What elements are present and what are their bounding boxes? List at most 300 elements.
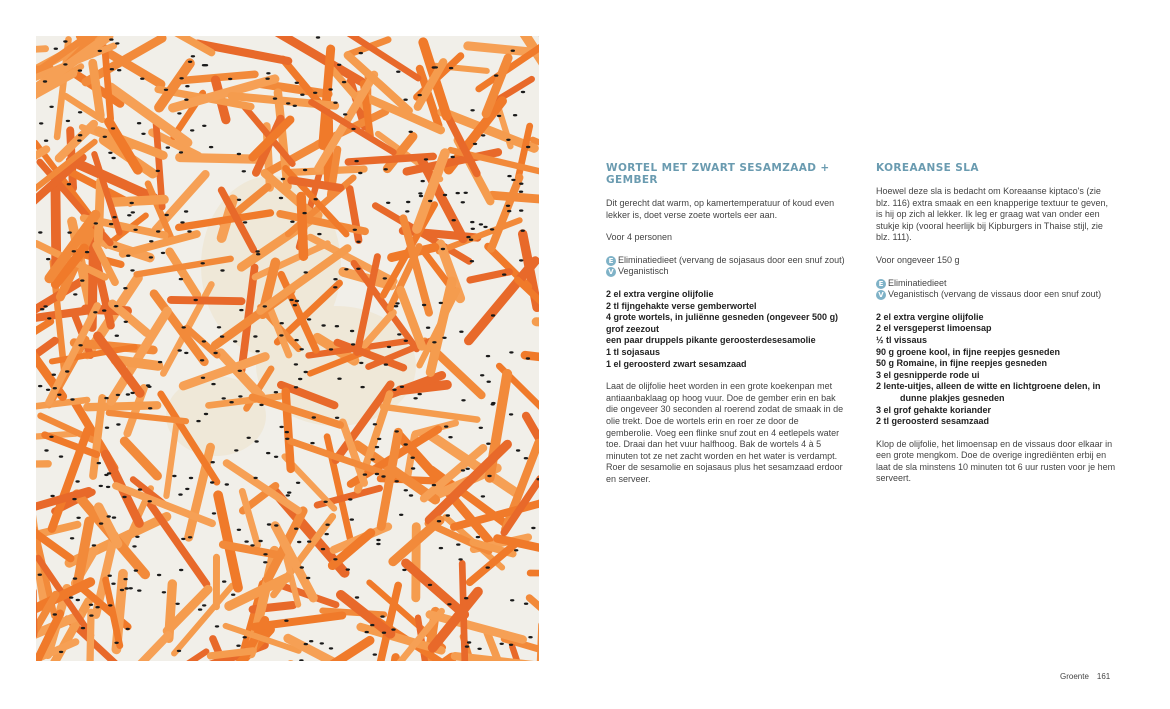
sesame-seed — [411, 457, 415, 459]
sesame-seed — [117, 69, 121, 71]
sesame-seed — [313, 92, 317, 94]
ingredient-item: 3 el gesnipperde rode ui — [876, 369, 980, 380]
sesame-seed — [98, 50, 102, 52]
sesame-seed — [130, 269, 134, 271]
sesame-seed — [255, 350, 259, 352]
ingredient-item: 1 el geroosterd zwart sesamzaad — [606, 358, 747, 369]
sesame-seed — [514, 549, 518, 551]
sesame-seed — [375, 473, 379, 475]
sesame-seed — [464, 192, 468, 194]
sesame-seed — [487, 475, 491, 477]
sesame-seed — [524, 457, 528, 459]
sesame-seed — [198, 608, 202, 610]
sesame-seed — [72, 498, 76, 500]
sesame-seed — [480, 374, 484, 376]
sesame-seed — [178, 349, 182, 351]
sesame-seed — [274, 391, 278, 393]
sesame-seed — [149, 240, 153, 242]
sesame-seed — [354, 160, 358, 162]
sesame-seed — [75, 480, 79, 482]
sesame-seed — [470, 221, 474, 223]
sesame-seed — [404, 443, 408, 445]
sesame-seed — [526, 357, 530, 359]
sesame-seed — [360, 386, 364, 388]
sesame-seed — [486, 443, 490, 445]
carrot-salad-photo-art — [36, 36, 539, 661]
sesame-seed — [337, 378, 341, 380]
sesame-seed — [333, 278, 337, 280]
sesame-seed — [528, 636, 532, 638]
sesame-seed — [395, 302, 399, 304]
sesame-seed — [442, 337, 446, 339]
sesame-seed — [394, 305, 398, 307]
sesame-seed — [106, 486, 110, 488]
sesame-seed — [323, 501, 327, 503]
sesame-seed — [164, 89, 168, 91]
sesame-seed — [54, 48, 58, 50]
sesame-seed — [147, 386, 151, 388]
sesame-seed — [380, 615, 384, 617]
vegan-diet-icon: V — [876, 290, 886, 300]
sesame-seed — [487, 381, 491, 383]
sesame-seed — [99, 485, 103, 487]
sesame-seed — [133, 229, 137, 231]
sesame-seed — [402, 569, 406, 571]
sesame-seed — [237, 199, 241, 201]
sesame-seed — [263, 305, 267, 307]
sesame-seed — [93, 311, 97, 313]
sesame-seed — [350, 518, 354, 520]
sesame-seed — [116, 394, 120, 396]
sesame-seed — [300, 566, 304, 568]
sesame-seed — [422, 304, 426, 306]
sesame-seed — [350, 330, 354, 332]
sesame-seed — [263, 553, 267, 555]
sesame-seed — [258, 540, 262, 542]
sesame-seed — [49, 436, 53, 438]
sesame-seed — [510, 599, 514, 601]
sesame-seed — [254, 440, 258, 442]
recipe-method: Laat de olijfolie heet worden in een grote koekenpan met antiaanbaklaag op hoog vuur. Doe de gember erin en bak die ongeveer 30 seconden al roerend zodat de smaak in de olie trekt. Doe de wortels erin en roer ze door de gemberolie. Voeg een flinke snuf zout en 4 eetlepels water toe. Draai dan het vuur halfhoog. Bak de wortels 4 à 5 minuten tot ze net zacht worden en het water is verdampt. Roer de sesamolie en sojasaus plus het sesamzaad erdoor en serveer. — [606, 381, 844, 484]
sesame-seed — [111, 127, 115, 129]
sesame-seed — [212, 512, 216, 514]
carrot-strip — [301, 197, 303, 257]
section-name: Groente — [1060, 672, 1089, 681]
sesame-seed — [432, 341, 436, 343]
sesame-seed — [307, 540, 311, 542]
diet-item-vegan — [876, 289, 1116, 301]
sesame-seed — [443, 194, 447, 196]
sesame-seed — [231, 594, 235, 596]
sesame-seed — [148, 407, 152, 409]
sesame-seed — [222, 397, 226, 399]
sesame-seed — [53, 387, 57, 389]
sesame-seed — [444, 425, 448, 427]
sesame-seed — [300, 348, 304, 350]
sesame-seed — [500, 643, 504, 645]
sesame-seed — [351, 343, 355, 345]
carrot-strip — [286, 392, 291, 469]
sesame-seed — [279, 334, 283, 336]
ingredient-item: 50 g Romaine, in fijne reepjes gesneden — [876, 358, 1048, 369]
sesame-seed — [156, 230, 160, 232]
sesame-seed — [179, 151, 183, 153]
sesame-seed — [405, 210, 409, 212]
sesame-seed — [310, 442, 314, 444]
sesame-seed — [113, 246, 117, 248]
sesame-seed — [419, 195, 423, 197]
sesame-seed — [507, 210, 511, 212]
sesame-seed — [237, 153, 241, 155]
sesame-seed — [381, 475, 385, 477]
recipe-intro: Hoewel deze sla is bedacht om Koreaanse kiptaco's (zie blz. 116) extra smaak en een knapperige textuur te geven, is hij op zich al lekker. Ik leg er graag wat van onder een stukje kip (vooral heerlijk bij Kipburgers in Thaise stijl, zie blz. 111). — [876, 186, 1108, 243]
sesame-seed — [297, 541, 301, 543]
sesame-seed — [188, 536, 192, 538]
sesame-seed — [461, 399, 465, 401]
sesame-seed — [335, 417, 339, 419]
sesame-seed — [78, 134, 82, 136]
sesame-seed — [321, 324, 325, 326]
sesame-seed — [467, 641, 471, 643]
sesame-seed — [116, 423, 120, 425]
sesame-seed — [266, 452, 270, 454]
sesame-seed — [115, 42, 119, 44]
sesame-seed — [112, 216, 116, 218]
sesame-seed — [524, 603, 528, 605]
sesame-seed — [519, 191, 523, 193]
sesame-seed — [387, 346, 391, 348]
sesame-seed — [165, 214, 169, 216]
sesame-seed — [358, 172, 362, 174]
sesame-seed — [201, 377, 205, 379]
sesame-seed — [451, 156, 455, 158]
sesame-seed — [78, 111, 82, 113]
ingredient-item: 1 tl sojasaus — [606, 346, 661, 357]
sesame-seed — [76, 599, 80, 601]
sesame-seed — [296, 482, 300, 484]
sesame-seed — [202, 125, 206, 127]
sesame-seed — [428, 584, 432, 586]
sesame-seed — [102, 309, 106, 311]
sesame-seed — [511, 50, 515, 52]
ingredient-item: 4 grote wortels, in juliënne gesneden (ongeveer 500 g) — [606, 312, 839, 323]
sesame-seed — [476, 536, 480, 538]
sesame-seed — [123, 578, 127, 580]
sesame-seed — [295, 300, 299, 302]
ingredient-item: 90 g groene kool, in fijne reepjes gesneden — [876, 346, 1061, 357]
sesame-seed — [76, 517, 80, 519]
sesame-seed — [238, 370, 242, 372]
sesame-seed — [466, 236, 470, 238]
sesame-seed — [188, 61, 192, 63]
sesame-seed — [265, 78, 269, 80]
sesame-seed — [182, 326, 186, 328]
sesame-seed — [140, 78, 144, 80]
sesame-seed — [228, 78, 232, 80]
sesame-seed — [404, 340, 408, 342]
sesame-seed — [404, 489, 408, 491]
sesame-seed — [166, 146, 170, 148]
sesame-seed — [392, 389, 396, 391]
sesame-seed — [494, 74, 498, 76]
sesame-seed — [44, 140, 48, 142]
sesame-seed — [459, 331, 463, 333]
sesame-seed — [38, 385, 42, 387]
sesame-seed — [78, 69, 82, 71]
sesame-seed — [424, 158, 428, 160]
sesame-seed — [127, 214, 131, 216]
sesame-seed — [290, 221, 294, 223]
sesame-seed — [320, 642, 324, 644]
sesame-seed — [382, 632, 386, 634]
sesame-seed — [189, 477, 193, 479]
sesame-seed — [409, 494, 413, 496]
sesame-seed — [353, 229, 357, 231]
sesame-seed — [507, 175, 511, 177]
sesame-seed — [175, 603, 179, 605]
sesame-seed — [255, 250, 259, 252]
sesame-seed — [187, 230, 191, 232]
sesame-seed — [47, 317, 51, 319]
sesame-seed — [191, 55, 195, 57]
sesame-seed — [294, 363, 298, 365]
sesame-seed — [263, 561, 267, 563]
sesame-seed — [351, 128, 355, 130]
sesame-seed — [383, 277, 387, 279]
sesame-seed — [185, 488, 189, 490]
sesame-seed — [123, 287, 127, 289]
sesame-seed — [40, 308, 44, 310]
sesame-seed — [384, 168, 388, 170]
sesame-seed — [59, 455, 63, 457]
sesame-seed — [348, 498, 352, 500]
carrot-strip — [211, 651, 254, 656]
sesame-seed — [125, 587, 129, 589]
sesame-seed — [53, 613, 57, 615]
sesame-seed — [190, 129, 194, 131]
sesame-seed — [184, 99, 188, 101]
sesame-seed — [384, 363, 388, 365]
sesame-seed — [375, 446, 379, 448]
sesame-seed — [359, 52, 363, 54]
sesame-seed — [184, 210, 188, 212]
sesame-seed — [391, 628, 395, 630]
sesame-seed — [470, 109, 474, 111]
sesame-seed — [46, 389, 50, 391]
sesame-seed — [38, 231, 42, 233]
diet-label: Eliminatiedieet (vervang de sojasaus door een snuf zout) — [618, 254, 845, 265]
sesame-seed — [172, 475, 176, 477]
sesame-seed — [69, 596, 73, 598]
sesame-seed — [403, 99, 407, 101]
sesame-seed — [519, 259, 523, 261]
sesame-seed — [289, 299, 293, 301]
sesame-seed — [184, 352, 188, 354]
sesame-seed — [99, 522, 103, 524]
sesame-seed — [104, 397, 108, 399]
sesame-seed — [449, 67, 453, 69]
sesame-seed — [304, 371, 308, 373]
sesame-seed — [293, 105, 297, 107]
sesame-seed — [225, 483, 229, 485]
sesame-seed — [138, 488, 142, 490]
carrot-strip — [36, 464, 48, 465]
sesame-seed — [238, 395, 242, 397]
ingredient-item: 3 el grof gehakte koriander — [876, 404, 992, 415]
sesame-seed — [418, 192, 422, 194]
sesame-seed — [211, 461, 215, 463]
recipe-serves: Voor 4 personen — [606, 232, 673, 243]
sesame-seed — [202, 64, 206, 66]
carrot-salad-photo — [36, 36, 539, 661]
sesame-seed — [314, 198, 318, 200]
sesame-seed — [285, 431, 289, 433]
diet-label: Veganistisch — [618, 266, 669, 277]
sesame-seed — [108, 152, 112, 154]
recipe-korean-salad — [876, 162, 1116, 496]
sesame-seed — [126, 393, 130, 395]
sesame-seed — [239, 309, 243, 311]
sesame-seed — [233, 340, 237, 342]
elimination-diet-icon: E — [876, 279, 886, 289]
sesame-seed — [506, 139, 510, 141]
sesame-seed — [521, 91, 525, 93]
sesame-seed — [222, 580, 226, 582]
sesame-seed — [307, 318, 311, 320]
sesame-seed — [526, 146, 530, 148]
sesame-seed — [298, 378, 302, 380]
sesame-seed — [274, 524, 278, 526]
sesame-seed — [441, 248, 445, 250]
sesame-seed — [109, 223, 113, 225]
sesame-seed — [426, 327, 430, 329]
sesame-seed — [481, 134, 485, 136]
sesame-seed — [220, 335, 224, 337]
sesame-seed — [509, 351, 513, 353]
sesame-seed — [519, 183, 523, 185]
sesame-seed — [509, 644, 513, 646]
sesame-seed — [103, 136, 107, 138]
sesame-seed — [266, 72, 270, 74]
sesame-seed — [285, 438, 289, 440]
sesame-seed — [409, 131, 413, 133]
sesame-seed — [456, 543, 460, 545]
sesame-seed — [130, 392, 134, 394]
sesame-seed — [294, 339, 298, 341]
sesame-seed — [418, 393, 422, 395]
sesame-seed — [363, 473, 367, 475]
sesame-seed — [448, 436, 452, 438]
sesame-seed — [479, 223, 483, 225]
sesame-seed — [63, 63, 67, 65]
sesame-seed — [89, 614, 93, 616]
sesame-seed — [70, 398, 74, 400]
sesame-seed — [333, 558, 337, 560]
sesame-seed — [491, 403, 495, 405]
sesame-seed — [399, 514, 403, 516]
sesame-seed — [70, 537, 74, 539]
sesame-seed — [531, 527, 535, 529]
sesame-seed — [114, 305, 118, 307]
sesame-seed — [179, 569, 183, 571]
ingredient-item: 2 tl fijngehakte verse gemberwortel — [606, 300, 757, 311]
sesame-seed — [242, 170, 246, 172]
sesame-seed — [490, 228, 494, 230]
recipe-title: KOREAANSE SLA — [876, 162, 979, 174]
sesame-seed — [428, 200, 432, 202]
diet-list — [876, 278, 1116, 301]
sesame-seed — [46, 258, 50, 260]
ingredient-list — [876, 312, 1116, 428]
sesame-seed — [229, 401, 233, 403]
sesame-seed — [43, 305, 47, 307]
sesame-seed — [418, 94, 422, 96]
diet-item-elimination — [606, 255, 846, 267]
sesame-seed — [317, 233, 321, 235]
sesame-seed — [78, 344, 82, 346]
elimination-diet-icon: E — [606, 256, 616, 266]
sesame-seed — [108, 604, 112, 606]
sesame-seed — [89, 604, 93, 606]
sesame-seed — [256, 253, 260, 255]
sesame-seed — [126, 255, 130, 257]
sesame-seed — [149, 256, 153, 258]
sesame-seed — [77, 139, 81, 141]
sesame-seed — [373, 653, 377, 655]
sesame-seed — [519, 209, 523, 211]
sesame-seed — [177, 650, 181, 652]
sesame-seed — [67, 183, 71, 185]
sesame-seed — [447, 603, 451, 605]
sesame-seed — [114, 642, 118, 644]
sesame-seed — [309, 640, 313, 642]
sesame-seed — [497, 115, 501, 117]
sesame-seed — [111, 583, 115, 585]
sesame-seed — [513, 114, 517, 116]
sesame-seed — [215, 625, 219, 627]
sesame-seed — [177, 112, 181, 114]
sesame-seed — [92, 544, 96, 546]
sesame-seed — [107, 515, 111, 517]
sesame-seed — [337, 64, 341, 66]
sesame-seed — [204, 413, 208, 415]
page-number: 161 — [1096, 672, 1111, 681]
sesame-seed — [52, 374, 56, 376]
recipe-serves: Voor ongeveer 150 g — [876, 254, 960, 265]
sesame-seed — [280, 322, 284, 324]
sesame-seed — [370, 624, 374, 626]
sesame-seed — [287, 491, 291, 493]
sesame-seed — [243, 221, 247, 223]
sesame-seed — [135, 536, 139, 538]
ingredient-item: 2 lente-uitjes, alleen de witte en lichtgroene delen, in dunne plakjes gesneden — [876, 381, 1101, 403]
sesame-seed — [477, 648, 481, 650]
sesame-seed — [502, 273, 506, 275]
sesame-seed — [356, 241, 360, 243]
sesame-seed — [279, 197, 283, 199]
sesame-seed — [132, 545, 136, 547]
sesame-seed — [325, 533, 329, 535]
sesame-seed — [511, 179, 515, 181]
sesame-seed — [137, 589, 141, 591]
carrot-strip — [530, 573, 539, 574]
sesame-seed — [421, 180, 425, 182]
sesame-seed — [325, 524, 329, 526]
sesame-seed — [134, 569, 138, 571]
sesame-seed — [253, 335, 257, 337]
sesame-seed — [377, 438, 381, 440]
sesame-seed — [126, 628, 130, 630]
